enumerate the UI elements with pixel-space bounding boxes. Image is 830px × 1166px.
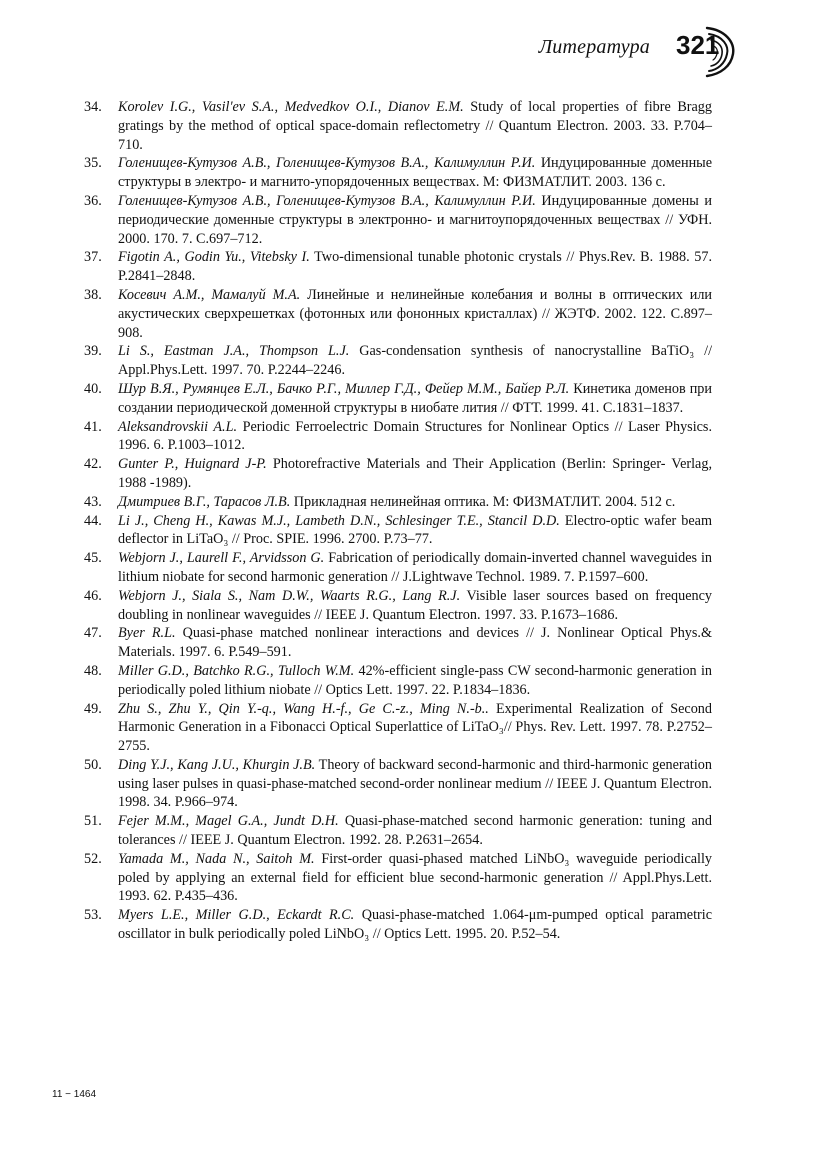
reference-number: 35. [84, 155, 102, 172]
reference-entry [84, 906, 712, 944]
reference-entry [84, 624, 712, 662]
reference-text: First-order quasi-phased matched LiNbO₃ waveguide periodically poled by applying an external field for efficient blue second-harmonic generation // Appl.Phys.Lett. 1993. 62. P.435–436. [118, 850, 713, 905]
running-title: Литература [538, 36, 650, 58]
reference-authors: Yamada M., Nada N., Saitoh M. [118, 850, 315, 867]
reference-text: Gas-condensation synthesis of nanocrystalline BaTiO₃ // Appl.Phys.Lett. 1997. 70. P.2244–2246. [118, 343, 713, 379]
reference-authors: Fejer M.M., Magel G.A., Jundt D.H. [118, 813, 339, 830]
reference-number: 34. [84, 99, 102, 115]
reference-text: Study of local properties of fibre Bragg gratings by the method of optical space-domain reflectometry // Quantum Electron. 2003. 33. P.704–710. [118, 99, 712, 153]
signature-mark: 11 − 1464 [52, 1089, 97, 1100]
reference-authors: Косевич А.М., Мамалуй М.А. [118, 286, 301, 303]
reference-entry [84, 812, 712, 850]
reference-number: 40. [84, 380, 102, 397]
reference-authors: Шур В.Я., Румянцев Е.Л., Бачко Р.Г., Миллер Г.Д., Фейер М.М., Байер Р.Л. [118, 380, 570, 397]
reference-authors: Aleksandrovskii A.L. [118, 418, 238, 435]
reference-authors: Zhu S., Zhu Y., Qin Y.-q., Wang H.-f., Ge C.-z., Ming N.-b.. [118, 700, 489, 717]
reference-number: 47. [84, 625, 102, 642]
reference-entry [84, 493, 712, 512]
reference-authors: Figotin A., Godin Yu., Vitebsky I. [118, 249, 310, 266]
reference-authors: Голенищев-Кутузов А.В., Голенищев-Кутузов В.А., Калимуллин Р.И. [118, 192, 536, 209]
reference-text: Индуцированные доменные структуры в электро- и магнито-упорядоченных веществах. М: ФИЗМАТЛИТ. 2003. 136 с. [118, 155, 712, 191]
reference-entry [84, 662, 712, 700]
reference-authors: Gunter P., Huignard J-P. [118, 456, 267, 473]
reference-entry [84, 512, 712, 550]
page-number: 321 [676, 30, 720, 60]
reference-text: Theory of backward second-harmonic and third-harmonic generation using laser pulses in quasi-phase-matched second-order nonlinear medium // IEEE J. Quantum Electron. 1998. 34. P.966–974. [118, 756, 712, 811]
reference-text: Quasi-phase-matched 1.064-μm-pumped optical parametric oscillator in bulk periodically poled LiNbO₃ // Optics Lett. 1995. 20. P.52–54. [118, 907, 713, 943]
reference-text: Periodic Ferroelectric Domain Structures for Nonlinear Optics // Laser Physics. 1996. 6. P.1003–1012. [118, 418, 713, 454]
reference-list [84, 98, 712, 944]
reference-number: 46. [84, 587, 102, 604]
reference-text: Quasi-phase matched nonlinear interactions and devices // J. Nonlinear Optical Phys.& Materials. 1997. 6. P.549–591. [118, 625, 713, 661]
reference-number: 36. [84, 192, 102, 209]
reference-text: Fabrication of periodically domain-inverted channel waveguides in lithium niobate for second harmonic generation // J.Lightwave Technol. 1989. 7. P.1597–600. [118, 550, 713, 585]
reference-entry [84, 549, 712, 587]
reference-entry [84, 192, 712, 248]
reference-number: 48. [84, 662, 102, 679]
reference-text: Линейные и нелинейные колебания и волны в оптических или акустических сверхрешетках (фотонных или фононных кристаллах) // ЖЭТФ. 2002. 122. С.897–908. [118, 286, 712, 341]
reference-number: 51. [84, 813, 102, 830]
reference-number: 37. [84, 249, 102, 266]
reference-entry [84, 418, 712, 456]
reference-text: Two-dimensional tunable photonic crystals // Phys.Rev. B. 1988. 57. P.2841–2848. [118, 249, 713, 285]
reference-text: 42%-efficient single-pass CW second-harmonic generation in periodically poled lithium niobate // Optics Lett. 1997. 22. P.1834–1836. [118, 662, 712, 698]
page-header [0, 18, 830, 80]
reference-entry [84, 154, 712, 192]
reference-number: 49. [84, 700, 102, 717]
reference-text: Experimental Realization of Second Harmonic Generation in a Fibonacci Optical Superlattice of LiTaO₃// Phys. Rev. Lett. 1997. 78. P.2752–2755. [118, 700, 712, 755]
reference-entry [84, 342, 712, 380]
reference-number: 52. [84, 850, 102, 867]
reference-authors: Li J., Cheng H., Kawas M.J., Lambeth D.N., Schlesinger T.E., Stancil D.D. [118, 512, 560, 529]
reference-entry [84, 455, 712, 493]
reference-number: 41. [84, 418, 102, 435]
reference-entry [84, 850, 712, 906]
reference-authors: Дмитриев В.Г., Тарасов Л.В. [118, 493, 291, 510]
reference-entry [84, 286, 712, 342]
reference-number: 53. [84, 907, 102, 924]
reference-authors: Webjorn J., Siala S., Nam D.W., Waarts R.G., Lang R.J. [118, 587, 461, 604]
reference-authors: Голенищев-Кутузов А.В., Голенищев-Кутузов В.А., Калимуллин Р.И. [118, 155, 536, 172]
reference-entry [84, 756, 712, 812]
reference-text: Индуцированные домены и периодические доменные структуры в электронно- и магнитоупорядоченных веществах // УФН. 2000. 170. 7. С.697–712. [118, 192, 712, 247]
reference-entry [84, 248, 712, 286]
reference-text: Electro-optic wafer beam deflector in LiTaO₃ // Proc. SPIE. 1996. 2700. P.73–77. [118, 512, 712, 548]
reference-number: 38. [84, 286, 102, 303]
reference-text: Visible laser sources based on frequency doubling in nonlinear waveguides // IEEE J. Quantum Electron. 1997. 33. P.1673–1686. [118, 587, 712, 623]
page-swirl-ornament-icon [693, 24, 741, 80]
reference-number: 42. [84, 456, 102, 473]
reference-number: 44. [84, 512, 102, 529]
reference-text: Кинетика доменов при создании периодической доменной структуры в ниобате лития // ФТТ. 1999. 41. С.1831–1837. [118, 380, 712, 416]
reference-authors: Webjorn J., Laurell F., Arvidsson G. [118, 550, 325, 567]
reference-number: 45. [84, 550, 102, 567]
reference-authors: Ding Y.J., Kang J.U., Khurgin J.B. [118, 756, 316, 773]
reference-entry [84, 700, 712, 756]
reference-number: 43. [84, 493, 102, 510]
reference-authors: Byer R.L. [118, 625, 176, 642]
reference-authors: Korolev I.G., Vasil'ev S.A., Medvedkov O.I., Dianov E.M. [118, 99, 464, 115]
reference-authors: Miller G.D., Batchko R.G., Tulloch W.M. [118, 662, 355, 679]
reference-authors: Myers L.E., Miller G.D., Eckardt R.C. [118, 907, 355, 924]
reference-text: Прикладная нелинейная оптика. М: ФИЗМАТЛИТ. 2004. 512 с. [293, 493, 676, 510]
reference-authors: Li S., Eastman J.A., Thompson L.J. [118, 343, 350, 360]
reference-entry [84, 380, 712, 418]
reference-entry [84, 587, 712, 625]
reference-text: Quasi-phase-matched second harmonic generation: tuning and tolerances // IEEE J. Quantum Electron. 1992. 28. P.2631–2654. [118, 813, 712, 849]
reference-number: 50. [84, 756, 102, 773]
reference-number: 39. [84, 343, 102, 360]
reference-entry [84, 98, 712, 154]
reference-text: Photorefractive Materials and Their Application (Berlin: Springer- Verlag, 1988 -1989). [118, 456, 712, 491]
